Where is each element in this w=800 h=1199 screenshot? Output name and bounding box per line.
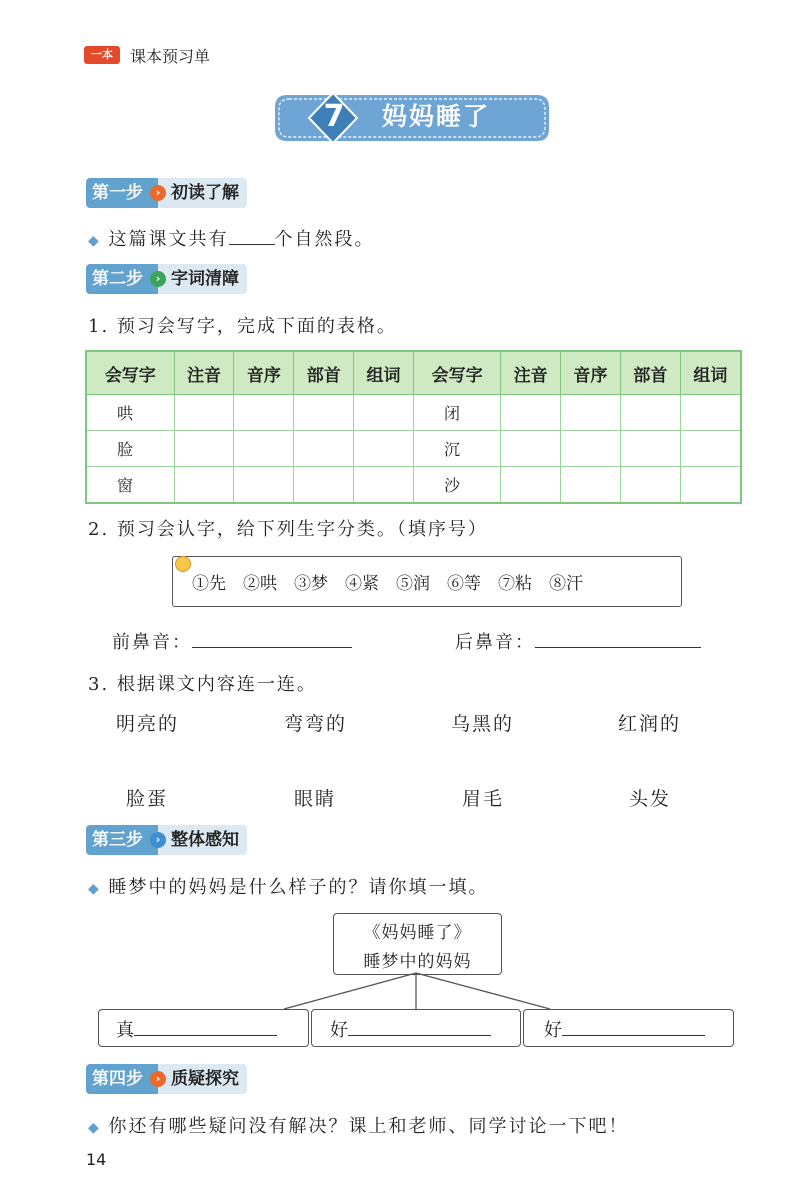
arrow-right-icon: › [150, 185, 166, 201]
back-nasal-row: 后鼻音： [455, 628, 701, 654]
char-option: ①先 [192, 574, 226, 594]
table-header-cell: 音序 [234, 351, 294, 395]
question-1: 1. 预习会写字，完成下面的表格。 [88, 316, 397, 337]
table-header-cell: 会写字 [86, 351, 174, 395]
table-header-cell: 注音 [501, 351, 561, 395]
front-nasal-row: 前鼻音： [112, 628, 352, 654]
step3-question: ◆ 睡梦中的妈妈是什么样子的？请你填一填。 [88, 877, 489, 898]
trait-box: 好 [523, 1009, 734, 1047]
writing-char-cell: 沉 [413, 431, 500, 467]
trait-box: 好 [311, 1009, 521, 1047]
box-title: 《妈妈睡了》 [363, 923, 472, 943]
adjective-item[interactable]: 明亮的 [116, 713, 180, 735]
writing-char-cell: 脸 [86, 431, 174, 467]
trait-blank[interactable] [348, 1035, 491, 1036]
adjective-item[interactable]: 弯弯的 [284, 713, 348, 735]
step1-question: ◆ 这篇课文共有 个自然段。 [88, 229, 375, 250]
arrow-right-icon: › [150, 832, 166, 848]
writing-char-cell: 闭 [413, 395, 500, 431]
noun-item[interactable]: 眉毛 [462, 788, 505, 810]
question-2: 2. 预习会认字，给下列生字分类。（填序号） [88, 519, 488, 540]
step4-tag [86, 1064, 247, 1094]
char-option: ⑧汗 [549, 574, 583, 594]
page-number: 14 [86, 1150, 107, 1169]
lesson-title: 妈妈睡了 [382, 102, 491, 131]
table-header-cell: 部首 [294, 351, 354, 395]
arrow-right-icon: › [150, 271, 166, 287]
writing-char-cell: 沙 [413, 467, 500, 504]
noun-item[interactable]: 头发 [629, 788, 672, 810]
question-3: 3. 根据课文内容连一连。 [88, 674, 317, 695]
diamond-bullet-icon: ◆ [88, 233, 101, 249]
trait-blank[interactable] [562, 1035, 705, 1036]
table-header-cell: 注音 [174, 351, 234, 395]
step4-name: 质疑探究 [167, 1064, 247, 1094]
table-header-cell: 会写字 [413, 351, 500, 395]
writing-char-cell: 窗 [86, 467, 174, 504]
table-header-cell: 音序 [561, 351, 621, 395]
diamond-bullet-icon: ◆ [88, 881, 101, 897]
char-option: ⑥等 [447, 574, 481, 594]
step2-number: 第二步 [86, 264, 149, 294]
char-option: ⑦粘 [498, 574, 532, 594]
adjective-item[interactable]: 红润的 [618, 713, 682, 735]
arrow-right-icon: › [150, 1071, 166, 1087]
step2-name: 字词清障 [167, 264, 247, 294]
step1-name: 初读了解 [167, 178, 247, 208]
noun-item[interactable]: 脸蛋 [126, 788, 169, 810]
table-header-cell: 组词 [354, 351, 414, 395]
step4-number: 第四步 [86, 1064, 149, 1094]
brand-badge: 一本 [84, 46, 120, 64]
lesson-number: 7 [323, 99, 345, 134]
step1-number: 第一步 [86, 178, 149, 208]
step3-name: 整体感知 [167, 825, 247, 855]
diamond-bullet-icon: ◆ [88, 1120, 101, 1136]
char-option: ③梦 [294, 574, 328, 594]
table-header-cell: 组词 [680, 351, 741, 395]
writing-char-cell: 哄 [86, 395, 174, 431]
noun-item[interactable]: 眼睛 [294, 788, 337, 810]
char-option: ②哄 [243, 574, 277, 594]
trait-box: 真 [98, 1009, 309, 1047]
brand-title: 课本预习单 [130, 47, 211, 66]
table-header-cell: 部首 [620, 351, 680, 395]
box-subtitle: 睡梦中的妈妈 [363, 952, 472, 972]
step4-question: ◆ 你还有哪些疑问没有解决？课上和老师、同学讨论一下吧！ [88, 1116, 629, 1137]
char-option: ⑤润 [396, 574, 430, 594]
char-option: ④紧 [345, 574, 379, 594]
step3-number: 第三步 [86, 825, 149, 855]
trait-blank[interactable] [134, 1035, 277, 1036]
adjective-item[interactable]: 乌黑的 [451, 713, 515, 735]
